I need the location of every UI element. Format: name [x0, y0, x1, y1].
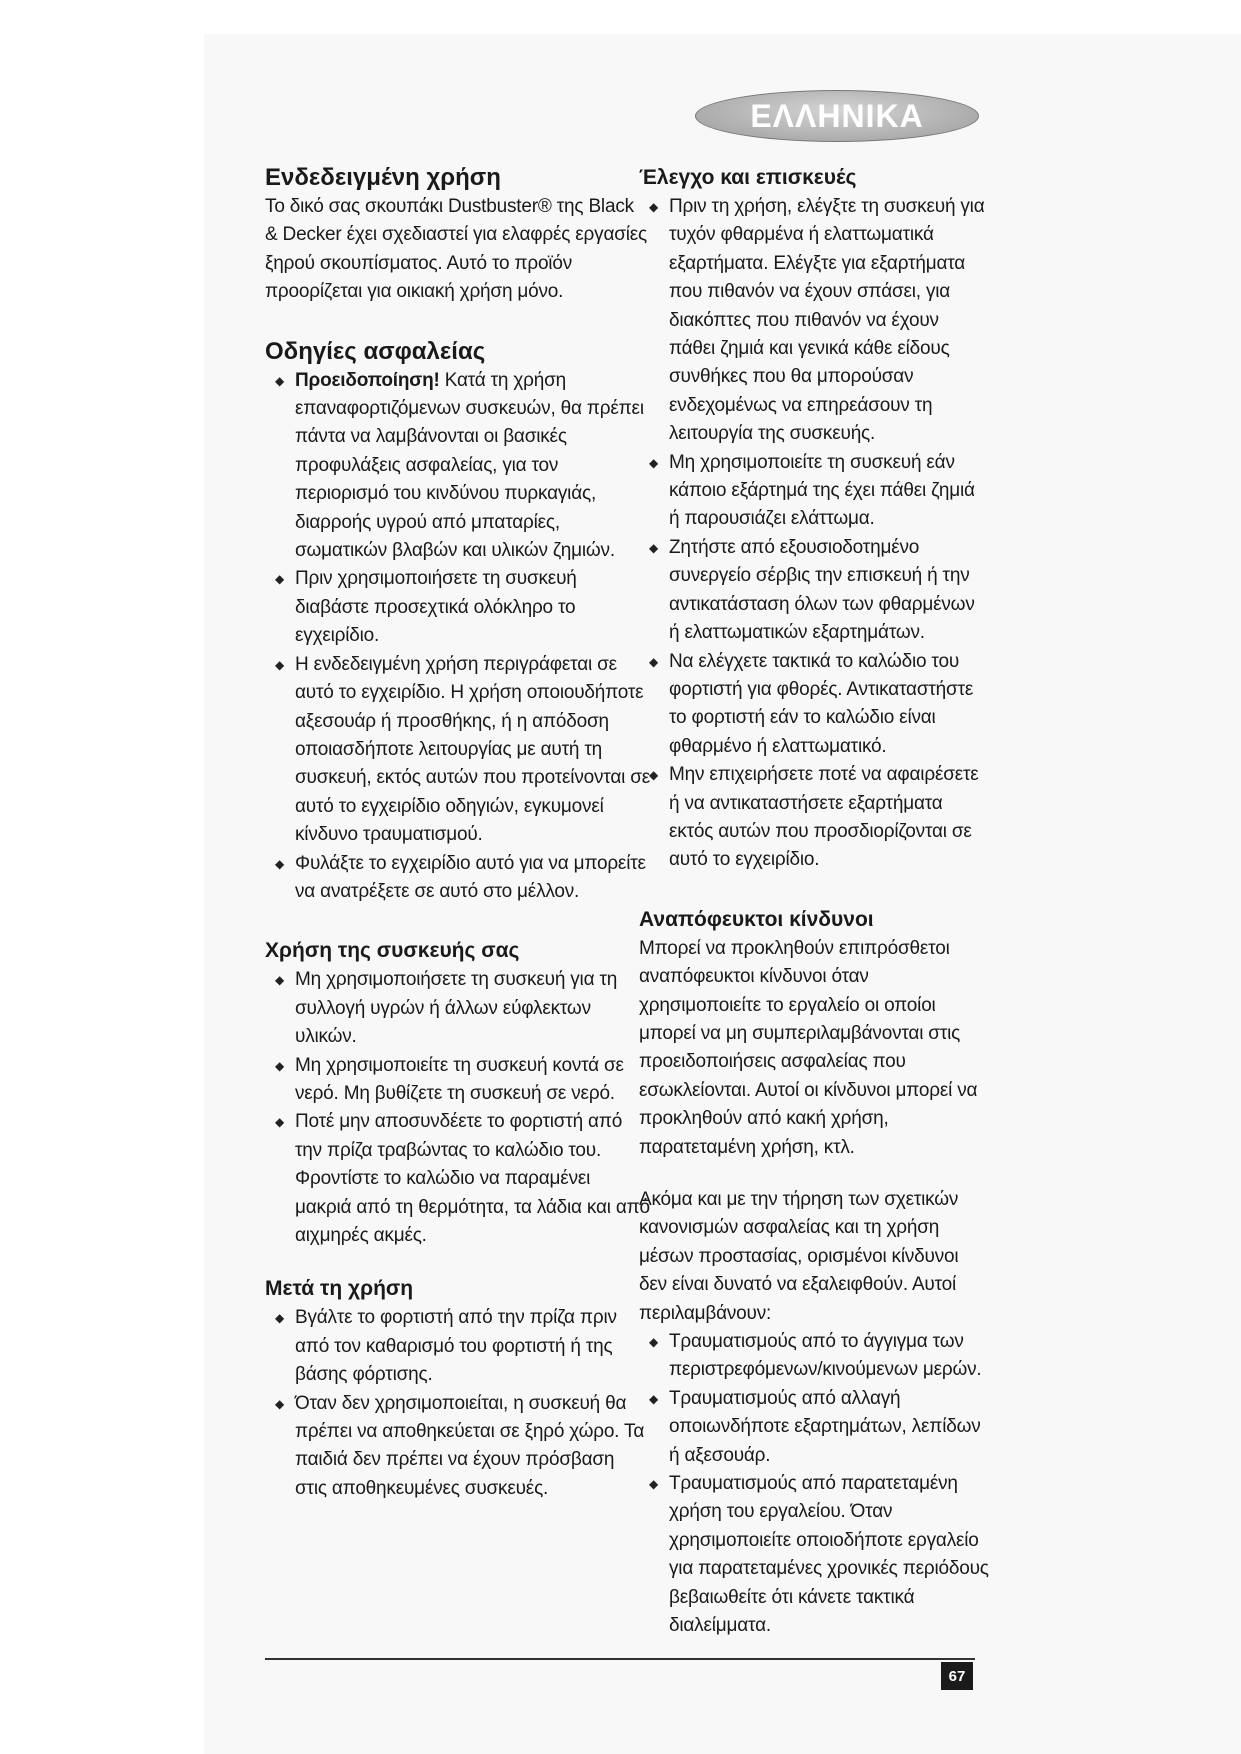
list-item-text: Φυλάξτε το εγχειρίδιο αυτό για να μπορείτε να ανατρέξετε σε αυτό στο μέλλον.: [295, 852, 646, 902]
list-item: [265, 1304, 650, 1389]
bullet-icon: ◆: [649, 200, 659, 214]
bullet-icon: ◆: [275, 1311, 285, 1326]
intended-use-heading: Ενδεδειγμένη χρήση: [265, 164, 501, 191]
bullet-icon: ◆: [275, 572, 285, 587]
inspection-list: [639, 193, 989, 875]
list-item-text: Μη χρησιμοποιείτε τη συσκευή εάν κάποιο εξάρτημά της έχει πάθει ζημιά ή παρουσιάζει ελάττωμα.: [669, 451, 975, 530]
bullet-icon: ◆: [275, 1058, 285, 1073]
list-item: [639, 534, 989, 648]
footer-divider: [265, 1658, 975, 1660]
residual-risks-heading: Αναπόφευκτοι κίνδυνοι: [639, 907, 874, 931]
bullet-icon: ◆: [649, 768, 659, 783]
bullet-icon: ◆: [649, 1391, 659, 1406]
list-item-text: Μην επιχειρήσετε ποτέ να αφαιρέσετε ή να αντικαταστήσετε εξαρτήματα εκτός αυτών που προσδιορίζονται σε αυτό το εγχειρίδιο.: [669, 764, 979, 871]
bullet-icon: ◆: [649, 455, 659, 470]
language-badge: ΕΛΛΗΝΙΚΑ: [695, 90, 979, 142]
warning-label: Προειδοποίηση!: [295, 369, 440, 391]
list-item-text: Τραυματισμούς από το άγγιγμα των περιστρεφόμενων/κινούμενων μερών.: [669, 1331, 982, 1381]
bullet-icon: ◆: [275, 657, 285, 672]
list-item: [265, 1052, 650, 1109]
list-item: [265, 367, 650, 566]
list-item-text: Ποτέ μην αποσυνδέετε το φορτιστή από την πρίζα τραβώντας το καλώδιο του. Φροντίστε το καλώδιο να παραμένει μακριά από τη θερμότητα, τα λάδια και από αιχμηρές ακμές.: [295, 1111, 650, 1246]
using-appliance-heading: Χρήση της συσκευής σας: [265, 939, 520, 963]
safety-heading: Οδηγίες ασφαλείας: [265, 337, 486, 365]
list-item: [265, 850, 650, 907]
residual-risks-paragraph: Ακόμα και με την τήρηση των σχετικών κανονισμών ασφαλείας και τη χρήση μέσων προστασίας, ορισμένοι κίνδυνοι δεν είναι δυνατό να εξαλειφθούν. Αυτοί περιλαμβάνουν:: [639, 1189, 959, 1324]
list-item: [639, 648, 989, 762]
list-item-text: Τραυματισμούς από αλλαγή οποιωνδήποτε εξαρτημάτων, λεπίδων ή αξεσουάρ.: [669, 1387, 981, 1466]
list-item: [265, 1390, 650, 1504]
list-item-text: Μη χρησιμοποιήσετε τη συσκευή για τη συλλογή υγρών ή άλλων εύφλεκτων υλικών.: [295, 969, 618, 1048]
list-item: [265, 1108, 650, 1250]
list-item: [639, 761, 989, 875]
list-item: [639, 1328, 989, 1385]
bullet-icon: ◆: [649, 1477, 659, 1492]
left-column: [265, 163, 650, 1503]
bullet-icon: ◆: [275, 1115, 285, 1130]
bullet-icon: ◆: [649, 654, 659, 669]
right-column: [639, 163, 989, 1641]
list-item-text: Πριν χρησιμοποιήσετε τη συσκευή διαβάστε προσεχτικά ολόκληρο το εγχειρίδιο.: [295, 568, 577, 647]
after-use-heading: Μετά τη χρήση: [265, 1277, 414, 1301]
list-item: [639, 1470, 989, 1640]
list-item-text: Όταν δεν χρησιμοποιείται, η συσκευή θα πρέπει να αποθηκεύεται σε ξηρό χώρο. Τα παιδιά δεν πρέπει να έχουν πρόσβαση στις αποθηκευμένες συσκευές.: [295, 1392, 645, 1499]
list-item-text: Πριν τη χρήση, ελέγξτε τη συσκευή για τυχόν φθαρμένα ή ελαττωματικά εξαρτήματα. Ελέγξτε για εξαρτήματα που πιθανόν να έχουν σπάσει, για διακόπτες που πιθανόν να έχουν πάθει ζημιά και γενικά κάθε είδους συνθήκες που θα μπορούσαν ενδεχομένως να επηρεάσουν τη λειτουργία της συσκευής.: [669, 196, 985, 445]
page-number: 67: [941, 1662, 973, 1690]
list-item-text: Να ελέγχετε τακτικά το καλώδιο του φορτιστή για φθορές. Αντικαταστήστε το φορτιστή εάν το καλώδιο είναι φθαρμένο ή ελαττωματικό.: [669, 650, 974, 757]
list-item: [265, 966, 650, 1051]
list-item-text: Ζητήστε από εξουσιοδοτημένο συνεργείο σέρβις την επισκευή ή την αντικατάσταση όλων των φθαρμένων ή ελαττωματικών εξαρτημάτων.: [669, 536, 975, 644]
bullet-icon: ◆: [275, 856, 285, 871]
list-item: [639, 449, 989, 534]
after-use-list: [265, 1304, 650, 1503]
warning-text: Κατά τη χρήση επαναφορτιζόμενων συσκευών, θα πρέπει πάντα να λαμβάνονται οι βασικές προφυλάξεις ασφαλείας, για τον περιορισμό του κινδύνου πυρκαγιάς, διαρροής υγρού από μπαταρίες, σωματικών βλαβών και υλικών ζημιών.: [295, 369, 644, 562]
safety-list: [265, 367, 650, 907]
list-item-text: Η ενδεδειγμένη χρήση περιγράφεται σε αυτό το εγχειρίδιο. Η χρήση οποιουδήποτε αξεσουάρ ή προσθήκης, ή η απόδοση οποιασδήποτε λειτουργίας με αυτή τη συσκευή, εκτός αυτών που προτείνονται σε αυτό το εγχειρίδιο οδηγιών, εγκυμονεί κίνδυνο τραυματισμού.: [295, 653, 651, 846]
list-item-text: Βγάλτε το φορτιστή από την πρίζα πριν από τον καθαρισμό του φορτιστή ή της βάσης φόρτισης.: [295, 1307, 617, 1386]
bullet-icon: ◆: [649, 1335, 659, 1350]
list-item: [639, 193, 989, 449]
intended-use-text: Το δικό σας σκουπάκι Dustbuster® της Black & Decker έχει σχεδιαστεί για ελαφρές εργασίες ξηρού σκουπίσματος. Αυτό το προϊόν προορίζεται για οικιακή χρήση μόνο.: [265, 196, 648, 303]
list-item-text: Μη χρησιμοποιείτε τη συσκευή κοντά σε νερό. Μη βυθίζετε τη συσκευή σε νερό.: [295, 1054, 624, 1104]
residual-risks-list: [639, 1328, 989, 1640]
list-item: [265, 565, 650, 650]
list-item: [639, 1385, 989, 1470]
residual-risks-paragraph: Μπορεί να προκληθούν επιπρόσθετοι αναπόφευκτοι κίνδυνοι όταν χρησιμοποιείτε το εργαλείο οι οποίοι μπορεί να μη συμπεριλαμβάνονται στις προειδοποιήσεις ασφαλείας που εσωκλείονται. Αυτοί οι κίνδυνοι μπορεί να προκληθούν από κακή χρήση, παρατεταμένη χρήση, κτλ.: [639, 937, 978, 1158]
bullet-icon: ◆: [275, 973, 285, 988]
bullet-icon: ◆: [649, 540, 659, 555]
bullet-icon: ◆: [275, 1396, 285, 1411]
list-item: [265, 651, 650, 850]
using-appliance-list: [265, 966, 650, 1250]
inspection-heading: Έλεγχο και επισκευές: [639, 166, 857, 189]
bullet-icon: ◆: [275, 373, 285, 388]
list-item-text: Τραυματισμούς από παρατεταμένη χρήση του εργαλείου. Όταν χρησιμοποιείτε οποιοδήποτε εργαλείο για παρατεταμένες χρονικές περιόδους βεβαιωθείτε ότι κάνετε τακτικά διαλείμματα.: [669, 1473, 989, 1637]
